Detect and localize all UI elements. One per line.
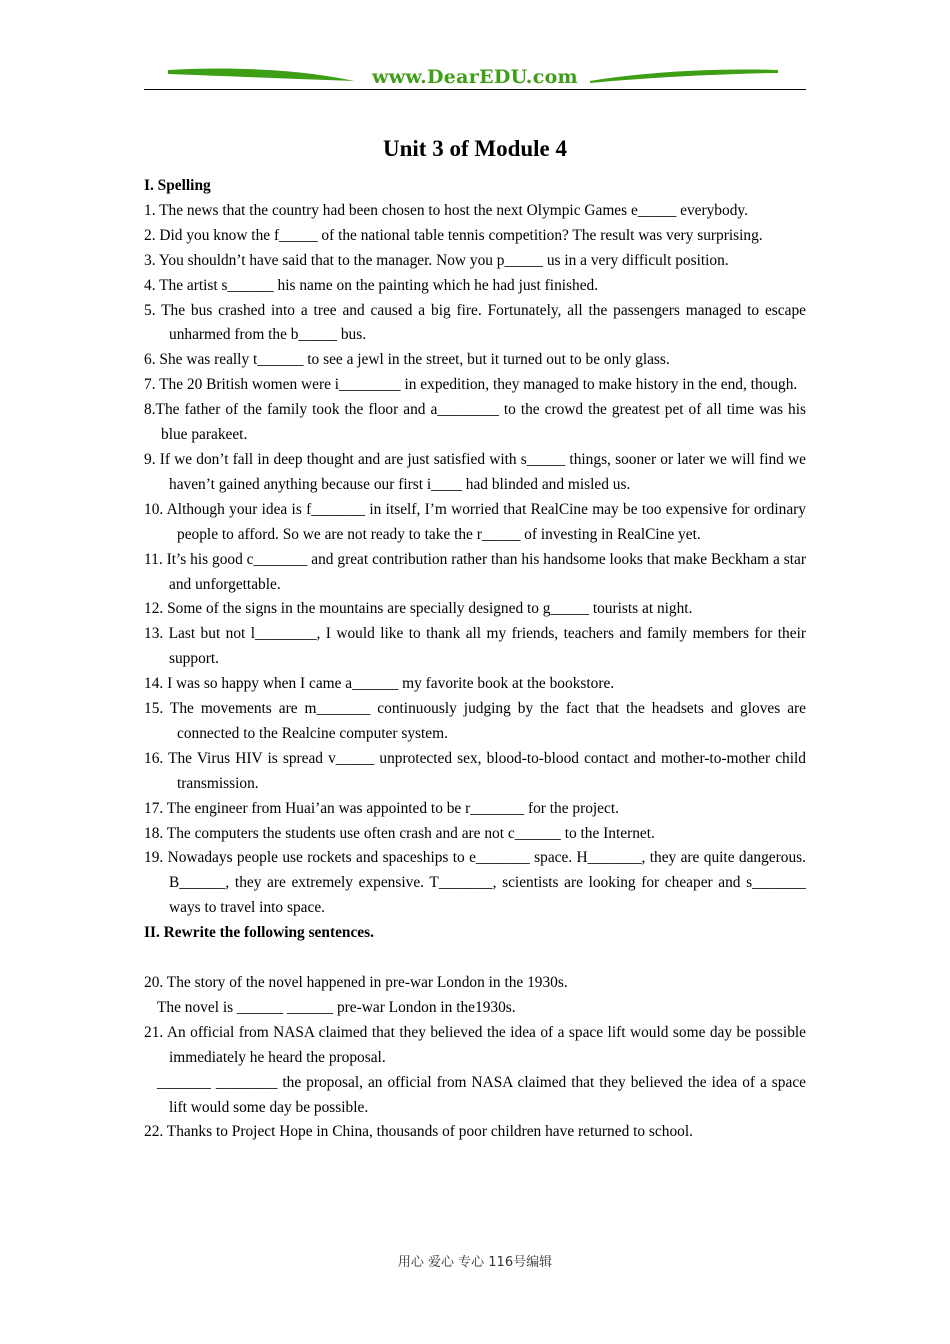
question-item: 15. The movements are m_______ continuously judging by the fact that the headsets and gloves are connected to the Realcine computer system. [144,700,806,742]
question-item: 14. I was so happy when I came a______ my favorite book at the bookstore. [144,675,615,693]
answer-line: The novel is ______ ______ pre-war London in the1930s. [157,998,516,1016]
question-item: 17. The engineer from Huai’an was appointed to be r_______ for the project. [144,799,619,817]
question-item: 8.The father of the family took the floor and a________ to the crowd the greatest pet of all time was his blue parakeet. [144,401,806,444]
question-item: 20. The story of the novel happened in pre-war London in the 1930s. [144,973,568,991]
question-item: 13. Last but not l________, I would like to thank all my friends, teachers and family members for their support. [144,625,806,668]
question-item: 18. The computers the students use often crash and are not c______ to the Internet. [144,824,655,842]
section-heading-rewrite: II. Rewrite the following sentences. [144,924,374,942]
question-item: 11. It’s his good c_______ and great contribution rather than his handsome looks that make Beckham a star and unforgettable. [144,550,806,593]
header-divider [144,89,806,90]
question-item: 7. The 20 British women were i________ in expedition, they managed to make history in the end, though. [144,376,798,394]
page-footer: 用心 爱心 专心 116号编辑 [397,1255,553,1270]
page-title: Unit 3 of Module 4 [383,136,567,161]
site-url: www.DearEDU.com [372,66,578,88]
question-item: 3. You shouldn’t have said that to the manager. Now you p_____ us in a very difficult position. [144,251,729,269]
section-heading-spelling: I. Spelling [144,177,211,194]
question-item: 12. Some of the signs in the mountains are specially designed to g_____ tourists at night. [144,600,693,618]
question-item: 10. Although your idea is f_______ in itself, I’m worried that RealCine may be too expensive for ordinary people to afford. So we are not ready to take the r_____ of investing in RealCine yet. [144,500,806,543]
question-item: 5. The bus crashed into a tree and caused a big fire. Fortunately, all the passengers managed to escape unharmed from the b_____ bus. [144,301,806,344]
question-item: 9. If we don’t fall in deep thought and are just satisfied with s_____ things, sooner or later we will find we haven’t gained anything because our first i____ had blinded and misled us. [144,450,806,493]
question-item: 6. She was really t______ to see a jewl in the street, but it turned out to be only glass. [144,351,670,369]
question-item: 22. Thanks to Project Hope in China, thousands of poor children have returned to school. [144,1123,693,1141]
answer-line: _______ ________ the proposal, an official from NASA claimed that they believed the idea of a space lift would some day be possible. [157,1073,806,1116]
spacer [144,946,806,971]
question-item: 2. Did you know the f_____ of the national table tennis competition? The result was very surprising. [144,226,763,244]
question-item: 1. The news that the country had been chosen to host the next Olympic Games e_____ everybody. [144,201,748,219]
site-header-banner [144,64,806,92]
worksheet-body [144,174,806,1145]
question-item: 4. The artist s______ his name on the painting which he had just finished. [144,276,599,294]
question-item: 16. The Virus HIV is spread v_____ unprotected sex, blood-to-blood contact and mother-to-mother child transmission. [144,749,806,792]
question-item: 21. An official from NASA claimed that they believed the idea of a space lift would some day be possible immediately he heard the proposal. [144,1023,806,1066]
question-item: 19. Nowadays people use rockets and spaceships to e_______ space. H_______, they are quite dangerous. B______, they are extremely expensive. T_______, scientists are looking for cheaper and s_______ ways to travel into space. [144,849,806,917]
